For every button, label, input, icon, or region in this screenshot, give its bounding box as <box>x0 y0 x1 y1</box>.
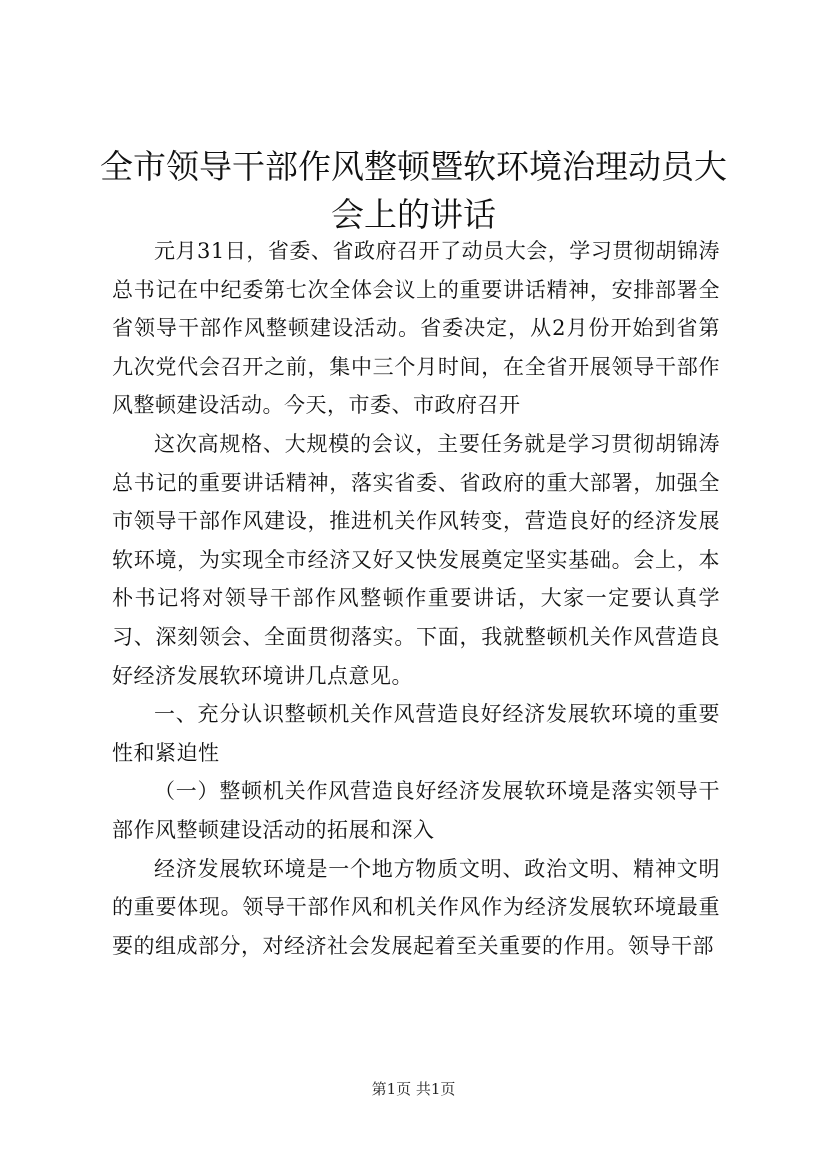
paragraph-1: 元月31日，省委、省政府召开了动员大会，学习贯彻胡锦涛总书记在中纪委第七次全体会议上的重要讲话精神，安排部署全省领导干部作风整顿建设活动。省委决定，从2月份开始到省第九次党代会召开之前，集中三个月时间，在全省开展领导干部作风整顿建设活动。今天，市委、市政府召开 <box>112 239 720 418</box>
paragraph-4-subheading: （一）整顿机关作风营造良好经济发展软环境是落实领导干部作风整顿建设活动的拓展和深入 <box>112 779 720 842</box>
page-footer: 第1页 共1页 <box>371 1080 456 1098</box>
paragraph-5: 经济发展软环境是一个地方物质文明、政治文明、精神文明的重要体现。领导干部作风和机关作风作为经济发展软环境最重要的组成部分，对经济社会发展起着至关重要的作用。领导干部 <box>112 856 720 958</box>
paragraph-3-heading: 一、充分认识整顿机关作风营造良好经济发展软环境的重要性和紧迫性 <box>112 702 720 765</box>
document-title: 全市领导干部作风整顿暨软环境治理动员大会上的讲话 <box>100 147 727 234</box>
document-body <box>112 232 720 965</box>
paragraph-2: 这次高规格、大规模的会议，主要任务就是学习贯彻胡锦涛总书记的重要讲话精神，落实省委、省政府的重大部署，加强全市领导干部作风建设，推进机关作风转变，营造良好的经济发展软环境，为实现全市经济又好又快发展奠定坚实基础。会上，本朴书记将对领导干部作风整顿作重要讲话，大家一定要认真学习、深刻领会、全面贯彻落实。下面，我就整顿机关作风营造良好经济发展软环境讲几点意见。 <box>112 431 720 688</box>
